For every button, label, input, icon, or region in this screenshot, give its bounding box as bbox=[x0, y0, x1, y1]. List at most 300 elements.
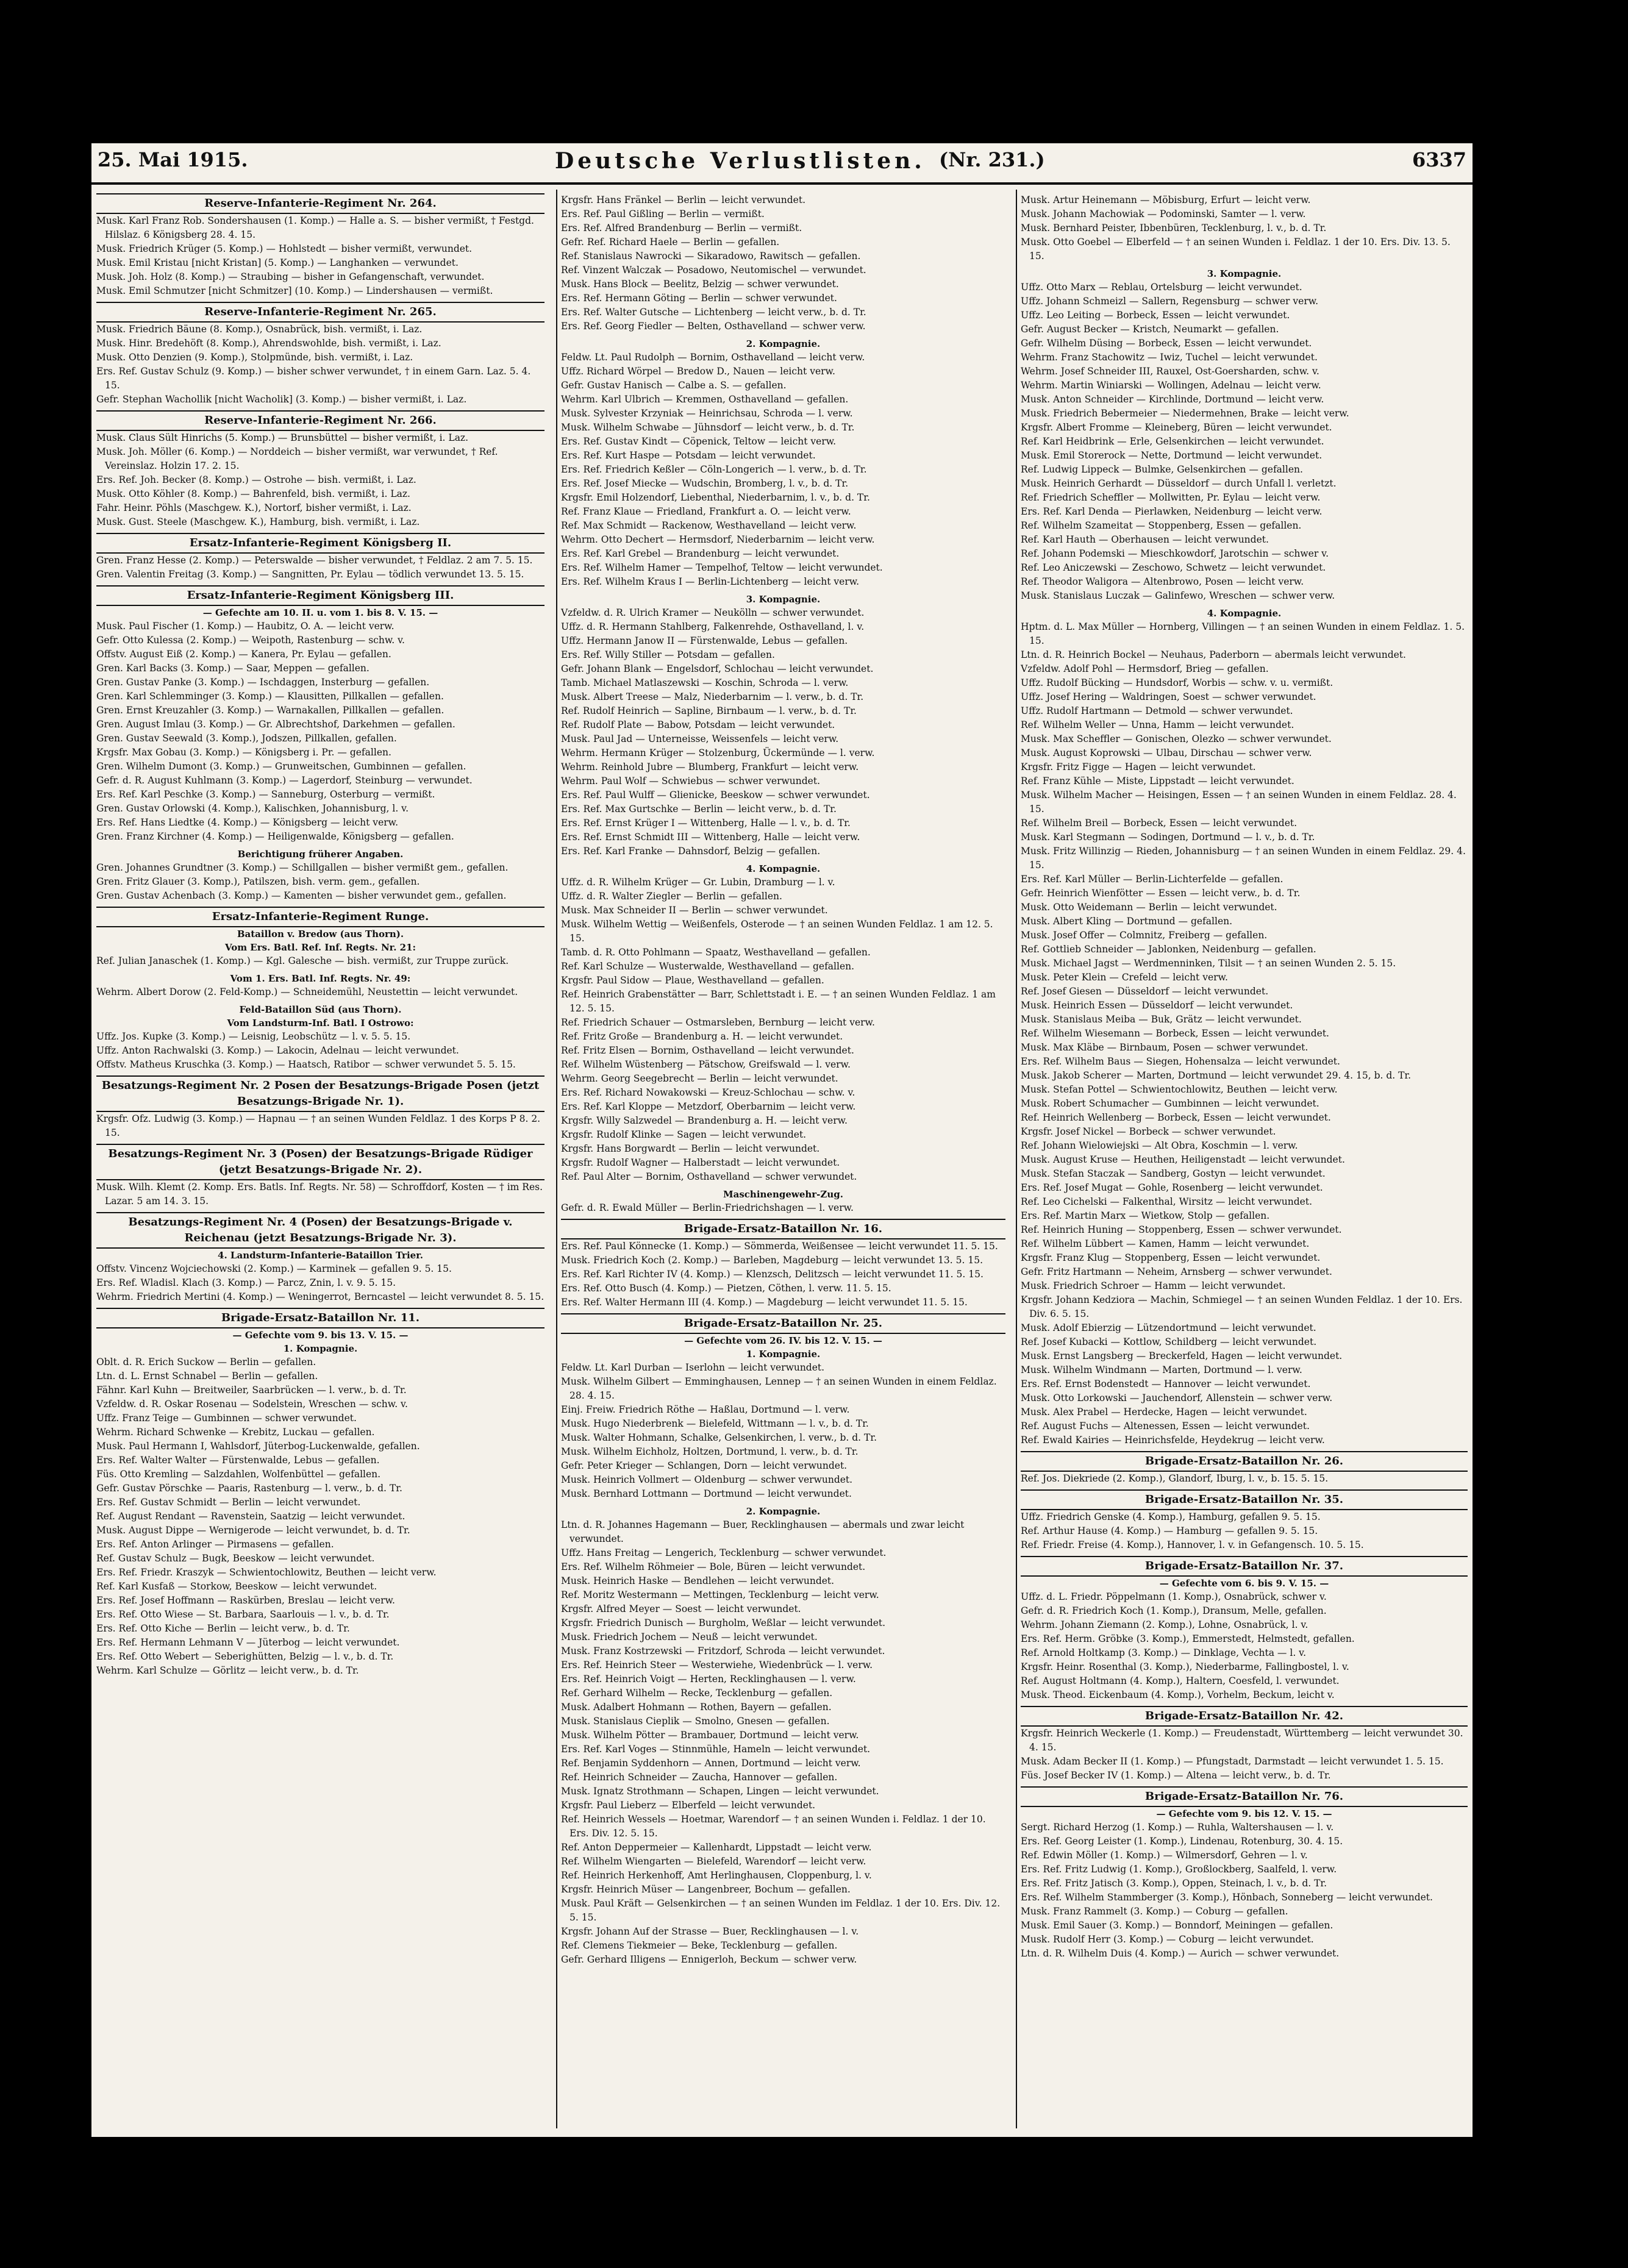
casualty-entry: Gefr. Wilhelm Düsing — Borbeck, Essen — leicht verwundet. bbox=[1021, 338, 1312, 349]
casualty-entry: Musk. Franz Kostrzewski — Fritzdorf, Schroda — leicht verwundet. bbox=[561, 1646, 885, 1656]
casualty-entry: Ref. Heinrich Wessels — Hoetmar, Warendorf — † an seinen Wunden i. Feldlaz. 1 der 10. Ers. Div. 12. 5. 15. bbox=[561, 1814, 986, 1839]
casualty-entry: Musk. Stanislaus Luczak — Galinfewo, Wreschen — schwer verw. bbox=[1021, 590, 1335, 601]
casualty-entry: Ref. Karl Schulze — Wusterwalde, Westhavelland — gefallen. bbox=[561, 961, 855, 972]
section-subtitle: Feld-Bataillon Süd (aus Thorn). bbox=[239, 1004, 402, 1015]
casualty-entry: Ref. Stanislaus Nawrocki — Sikaradowo, Rawitsch — gefallen. bbox=[561, 251, 861, 262]
casualty-entry: Vzfeldw. d. R. Oskar Rosenau — Sodelstein, Wreschen — schw. v. bbox=[96, 1399, 408, 1410]
casualty-entry: Ers. Ref. Anton Arlinger — Pirmasens — gefallen. bbox=[96, 1539, 334, 1550]
section-subtitle: 2. Kompagnie. bbox=[746, 1506, 821, 1517]
casualty-entry: Musk. Karl Stegmann — Sodingen, Dortmund — l. v., b. d. Tr. bbox=[1021, 832, 1315, 843]
casualty-entry: Wehrm. Otto Dechert — Hermsdorf, Niederbarnim — leicht verw. bbox=[561, 534, 875, 545]
casualty-entry: Krgsfr. Friedrich Dunisch — Burgholm, Weßlar — leicht verwundet. bbox=[561, 1617, 886, 1628]
section-title: Besatzungs-Regiment Nr. 3 (Posen) der Besatzungs-Brigade Rüdiger (jetzt Besatzungs-Brigade Nr. 2). bbox=[96, 1144, 544, 1180]
section-subtitle: — Gefechte am 10. II. u. vom 1. bis 8. V. 15. — bbox=[202, 607, 438, 618]
section-subtitle: Vom 1. Ers. Batl. Inf. Regts. Nr. 49: bbox=[230, 973, 411, 984]
casualty-entry: Uffz. Otto Marx — Reblau, Ortelsburg — leicht verwundet. bbox=[1021, 282, 1302, 293]
casualty-entry: Musk. Alex Prabel — Herdecke, Hagen — leicht verwundet. bbox=[1021, 1407, 1307, 1417]
casualty-entry: Musk. August Dippe — Wernigerode — leicht verwundet, b. d. Tr. bbox=[96, 1525, 410, 1536]
casualty-entry: Uffz. Richard Wörpel — Bredow D., Nauen — leicht verw. bbox=[561, 366, 835, 377]
casualty-entry: Musk. Friedrich Jochem — Neuß — leicht verwundet. bbox=[561, 1631, 818, 1642]
casualty-entry: Ref. Jos. Diekriede (2. Komp.), Glandorf, Iburg, l. v., b. 15. 5. 15. bbox=[1021, 1473, 1329, 1484]
casualty-entry: Ers. Ref. Alfred Brandenburg — Berlin — vermißt. bbox=[561, 223, 802, 234]
casualty-entry: Musk. Albert Kling — Dortmund — gefallen. bbox=[1021, 916, 1233, 927]
casualty-entry: Ref. Heinrich Wellenberg — Borbeck, Essen — leicht verwundet. bbox=[1021, 1112, 1331, 1123]
casualty-entry: Ers. Ref. Georg Fiedler — Belten, Osthavelland — schwer verw. bbox=[561, 321, 866, 332]
casualty-entry: Ref. Friedrich Scheffler — Mollwitten, Pr. Eylau — leicht verw. bbox=[1021, 492, 1321, 503]
section-subtitle: — Gefechte vom 9. bis 13. V. 15. — bbox=[232, 1330, 409, 1341]
casualty-entry: Musk. Bernhard Lottmann — Dortmund — leicht verwundet. bbox=[561, 1488, 852, 1499]
casualty-entry: Ers. Ref. Richard Nowakowski — Kreuz-Schlochau — schw. v. bbox=[561, 1087, 855, 1098]
casualty-entry: Ers. Ref. Heinrich Steer — Westerwiehe, Wiedenbrück — l. verw. bbox=[561, 1660, 873, 1671]
section-title: Brigade-Ersatz-Bataillon Nr. 76. bbox=[1021, 1786, 1468, 1807]
section-subtitle: Bataillon v. Bredow (aus Thorn). bbox=[237, 929, 404, 940]
casualty-entry: Gefr. August Becker — Kristch, Neumarkt — gefallen. bbox=[1021, 324, 1279, 335]
casualty-entry: Ref. Rudolf Heinrich — Sapline, Birnbaum — l. verw., b. d. Tr. bbox=[561, 705, 857, 716]
casualty-entry: Ref. Vinzent Walczak — Posadowo, Neutomischel — verwundet. bbox=[561, 265, 866, 276]
casualty-entry: Gefr. Gustav Pörschke — Paaris, Rastenburg — l. verw., b. d. Tr. bbox=[96, 1483, 402, 1494]
casualty-entry: Wehrm. Franz Stachowitz — Iwiz, Tuchel — leicht verwundet. bbox=[1021, 352, 1318, 363]
page-header bbox=[91, 143, 1473, 185]
casualty-entry: Musk. Max Scheffler — Gonischen, Olezko — schwer verwundet. bbox=[1021, 733, 1332, 744]
casualty-section bbox=[561, 1188, 1005, 1215]
casualty-entry: Krgsfr. Hans Fränkel — Berlin — leicht verwundet. bbox=[561, 194, 806, 205]
casualty-entry: Ers. Ref. Paul Gißling — Berlin — vermißt. bbox=[561, 209, 765, 219]
casualty-entry: Ers. Ref. Karl Voges — Stinnmühle, Hameln — leicht verwundet. bbox=[561, 1744, 871, 1755]
section-subtitle: 4. Kompagnie. bbox=[746, 863, 821, 874]
casualty-entry: Vzfeldw. Adolf Pohl — Hermsdorf, Brieg — gefallen. bbox=[1021, 663, 1269, 674]
casualty-entry: Ref. Heinrich Grabenstätter — Barr, Schlettstadt i. E. — † an seinen Wunden Feldlaz. 1 am 12. 5. 15. bbox=[561, 989, 996, 1014]
casualty-entry: Uffz. Rudolf Hartmann — Detmold — schwer verwundet. bbox=[1021, 705, 1293, 716]
casualty-entry: Ref. August Holtmann (4. Komp.), Haltern, Coesfeld, l. verwundet. bbox=[1021, 1675, 1340, 1686]
casualty-entry: Uffz. Anton Rachwalski (3. Komp.) — Lakocin, Adelnau — leicht verwundet. bbox=[96, 1045, 459, 1056]
casualty-entry: Ltn. d. R. Wilhelm Duis (4. Komp.) — Aurich — schwer verwundet. bbox=[1021, 1948, 1340, 1959]
casualty-entry: Musk. Theod. Eickenbaum (4. Komp.), Vorhelm, Beckum, leicht v. bbox=[1021, 1689, 1335, 1700]
section-subtitle: Berichtigung früherer Angaben. bbox=[237, 849, 404, 860]
casualty-entry: Musk. Stefan Pottel — Schwientochlowitz, Beuthen — leicht verw. bbox=[1021, 1084, 1338, 1095]
casualty-entry: Wehrm. Josef Schneider III, Rauxel, Ost-Goersharden, schw. v. bbox=[1021, 366, 1319, 377]
casualty-entry: Ltn. d. R. Heinrich Bockel — Neuhaus, Paderborn — abermals leicht verwundet. bbox=[1021, 649, 1406, 660]
casualty-entry: Ers. Ref. Karl Peschke (3. Komp.) — Sanneburg, Osterburg — vermißt. bbox=[96, 789, 435, 800]
casualty-entry: Uffz. Josef Hering — Waldringen, Soest — schwer verwundet. bbox=[1021, 691, 1316, 702]
casualty-section bbox=[96, 585, 544, 844]
casualty-entry: Ers. Ref. Georg Leister (1. Komp.), Lindenau, Rotenburg, 30. 4. 15. bbox=[1021, 1836, 1343, 1847]
casualty-entry: Krgsfr. Johann Kedziora — Machin, Schmiegel — † an seinen Wunden Feldlaz. 1 der 10. Ers. Div. 6. 5. 15. bbox=[1021, 1294, 1463, 1319]
casualty-entry: Gren. Gustav Achenbach (3. Komp.) — Kamenten — bisher verwundet gem., gefallen. bbox=[96, 890, 507, 901]
casualty-entry: Musk. Otto Goebel — Elberfeld — † an seinen Wunden i. Feldlaz. 1 der 10. Ers. Div. 13. 5. 15. bbox=[1021, 237, 1451, 262]
casualty-entry: Musk. Robert Schumacher — Gumbinnen — leicht verwundet. bbox=[1021, 1098, 1319, 1109]
casualty-entry: Musk. Paul Jad — Unterneisse, Weissenfels — leicht verw. bbox=[561, 733, 839, 744]
casualty-entry: Musk. Wilhelm Windmann — Marten, Dortmund — l. verw. bbox=[1021, 1364, 1302, 1375]
casualty-entry: Ers. Ref. Gustav Schulz (9. Komp.) — bisher schwer verwundet, † in einem Garn. Laz. 5. 4. 15. bbox=[96, 366, 531, 391]
casualty-entry: Musk. Friedrich Schroer — Hamm — leicht verwundet. bbox=[1021, 1280, 1286, 1291]
casualty-entry: Gren. August Imlau (3. Komp.) — Gr. Albrechtshof, Darkehmen — gefallen. bbox=[96, 719, 455, 730]
casualty-section bbox=[96, 1075, 544, 1140]
casualty-entry: Wehrm. Hermann Krüger — Stolzenburg, Ückermünde — l. verw. bbox=[561, 747, 875, 758]
section-title: Reserve-Infanterie-Regiment Nr. 266. bbox=[96, 410, 544, 431]
casualty-entry: Ers. Ref. Fritz Jatisch (3. Komp.), Oppen, Steinach, l. v., b. d. Tr. bbox=[1021, 1878, 1327, 1889]
section-subtitle: — Gefechte vom 6. bis 9. V. 15. — bbox=[1159, 1578, 1329, 1589]
section-subtitle: 1. Kompagnie. bbox=[746, 1349, 821, 1360]
casualty-entry: Ers. Ref. Karl Müller — Berlin-Lichterfelde — gefallen. bbox=[1021, 874, 1283, 885]
casualty-entry: Krgsfr. Franz Klug — Stoppenberg, Essen — leicht verwundet. bbox=[1021, 1252, 1321, 1263]
casualty-entry: Musk. Heinrich Gerhardt — Düsseldorf — durch Unfall l. verletzt. bbox=[1021, 478, 1337, 489]
casualty-entry: Ers. Ref. Karl Franke — Dahnsdorf, Belzig — gefallen. bbox=[561, 846, 821, 857]
casualty-entry: Wehrm. Georg Seegebrecht — Berlin — leicht verwundet. bbox=[561, 1073, 838, 1084]
casualty-entry: Ers. Ref. Gustav Kindt — Cöpenick, Teltow — leicht verw. bbox=[561, 436, 837, 447]
casualty-entry: Musk. Joh. Holz (8. Komp.) — Straubing — bisher in Gefangenschaft, verwundet. bbox=[96, 271, 485, 282]
casualty-entry: Ref. Josef Giesen — Düsseldorf — leicht verwundet. bbox=[1021, 986, 1269, 997]
casualty-entry: Ref. Heinrich Schneider — Zaucha, Hannover — gefallen. bbox=[561, 1772, 838, 1783]
casualty-entry: Ers. Ref. Heinrich Voigt — Herten, Recklinghausen — l. verw. bbox=[561, 1674, 856, 1685]
casualty-entry: Oblt. d. R. Erich Suckow — Berlin — gefallen. bbox=[96, 1357, 316, 1368]
section-title: Besatzungs-Regiment Nr. 2 Posen der Besatzungs-Brigade Posen (jetzt Besatzungs-Brigade Nr. 1). bbox=[96, 1075, 544, 1112]
casualty-entry: Ref. Benjamin Syddenhorn — Annen, Dortmund — leicht verw. bbox=[561, 1758, 861, 1769]
casualty-entry: Gren. Karl Schlemminger (3. Komp.) — Klausitten, Pillkallen — gefallen. bbox=[96, 691, 444, 702]
casualty-entry: Musk. Emil Sauer (3. Komp.) — Bonndorf, Meiningen — gefallen. bbox=[1021, 1920, 1333, 1931]
casualty-entry: Ers. Ref. Friedr. Kraszyk — Schwientochlowitz, Beuthen — leicht verw. bbox=[96, 1567, 437, 1578]
casualty-entry: Vzfeldw. d. R. Ulrich Kramer — Neukölln — schwer verwundet. bbox=[561, 607, 865, 618]
page-number: 6337 bbox=[1412, 148, 1466, 171]
casualty-entry: Ers. Ref. Karl Denda — Pierlawken, Neidenburg — leicht verw. bbox=[1021, 506, 1323, 517]
casualty-entry: Krgsfr. Heinrich Müser — Langenbreer, Bochum — gefallen. bbox=[561, 1884, 851, 1895]
casualty-entry: Musk. Max Kläbe — Birnbaum, Posen — schwer verwundet. bbox=[1021, 1042, 1308, 1053]
casualty-entry: Ers. Ref. Ernst Krüger I — Wittenberg, Halle — l. v., b. d. Tr. bbox=[561, 818, 851, 829]
casualty-entry: Ers. Ref. Karl Grebel — Brandenburg — leicht verwundet. bbox=[561, 548, 840, 559]
casualty-section bbox=[561, 1219, 1005, 1310]
casualty-entry: Gren. Valentin Freitag (3. Komp.) — Sangnitten, Pr. Eylau — tödlich verwundet 13. 5. 15. bbox=[96, 569, 524, 580]
casualty-entry: Musk. Hans Block — Beelitz, Belzig — schwer verwundet. bbox=[561, 279, 839, 290]
section-subtitle: 3. Kompagnie. bbox=[746, 594, 821, 605]
casualty-entry: Krgsfr. Heinrich Weckerle (1. Komp.) — Freudenstadt, Württemberg — leicht verwundet 30. 4. 15. bbox=[1021, 1728, 1463, 1753]
casualty-entry: Einj. Freiw. Friedrich Röthe — Haßlau, Dortmund — l. verw. bbox=[561, 1404, 850, 1415]
casualty-entry: Krgsfr. Johann Auf der Strasse — Buer, Recklinghausen — l. v. bbox=[561, 1926, 859, 1937]
casualty-entry: Krgsfr. Rudolf Klinke — Sagen — leicht verwundet. bbox=[561, 1129, 807, 1140]
casualty-entry: Ref. Edwin Möller (1. Komp.) — Wilmersdorf, Gehren — l. v. bbox=[1021, 1850, 1308, 1861]
casualty-entry: Ers. Ref. Otto Webert — Seberighütten, Belzig — l. v., b. d. Tr. bbox=[96, 1651, 394, 1662]
casualty-entry: Musk. Claus Sült Hinrichs (5. Komp.) — Brunsbüttel — bisher vermißt, i. Laz. bbox=[96, 432, 469, 443]
casualty-entry: Ers. Ref. Paul Wulff — Glienicke, Beeskow — schwer verwundet. bbox=[561, 790, 870, 801]
casualty-entry: Gefr. Johann Blank — Engelsdorf, Schlochau — leicht verwundet. bbox=[561, 663, 874, 674]
casualty-section bbox=[1021, 267, 1468, 603]
casualty-section bbox=[1021, 1556, 1468, 1702]
casualty-entry: Musk. Wilhelm Wettig — Weißenfels, Osterode — † an seinen Wunden Feldlaz. 1 am 12. 5. 15. bbox=[561, 919, 993, 944]
casualty-entry: Musk. Anton Schneider — Kirchlinde, Dortmund — leicht verw. bbox=[1021, 394, 1324, 405]
casualty-entry: Ers. Ref. Wilhelm Baus — Siegen, Hohensalza — leicht verwundet. bbox=[1021, 1056, 1340, 1067]
casualty-entry: Ers. Ref. Walter Walter — Fürstenwalde, Lebus — gefallen. bbox=[96, 1455, 380, 1466]
casualty-entry: Ref. Franz Kühle — Miste, Lippstadt — leicht verwundet. bbox=[1021, 776, 1294, 786]
section-title: Ersatz-Infanterie-Regiment Königsberg II. bbox=[96, 533, 544, 554]
casualty-entry: Musk. Wilhelm Gilbert — Emminghausen, Lennep — † an seinen Wunden in einem Feldlaz. 28. 4. 15. bbox=[561, 1376, 997, 1401]
casualty-entry: Musk. Jakob Scherer — Marten, Dortmund — leicht verwundet 29. 4. 15, b. d. Tr. bbox=[1021, 1070, 1412, 1081]
casualty-entry: Ref. Rudolf Plate — Babow, Potsdam — leicht verwundet. bbox=[561, 719, 835, 730]
casualty-entry: Musk. Wilhelm Pötter — Brambauer, Dortmund — leicht verw. bbox=[561, 1730, 859, 1741]
section-subtitle: 4. Landsturm-Infanterie-Bataillon Trier. bbox=[218, 1250, 423, 1261]
casualty-entry: Musk. Friedrich Krüger (5. Komp.) — Hohlstedt — bisher vermißt, verwundet. bbox=[96, 243, 473, 254]
section-subtitle: Vom Landsturm-Inf. Batl. I Ostrowo: bbox=[227, 1018, 414, 1029]
casualty-entry: Uffz. Johann Schmeizl — Sallern, Regensburg — schwer verw. bbox=[1021, 296, 1319, 307]
casualty-entry: Uffz. d. L. Friedr. Pöppelmann (1. Komp.), Osnabrück, schwer v. bbox=[1021, 1591, 1327, 1602]
casualty-entry: Musk. Friedrich Bäune (8. Komp.), Osnabrück, bish. vermißt, i. Laz. bbox=[96, 324, 423, 335]
section-title: Brigade-Ersatz-Bataillon Nr. 16. bbox=[561, 1219, 1005, 1239]
casualty-entry: Ref. Wilhelm Lübbert — Kamen, Hamm — leicht verwundet. bbox=[1021, 1238, 1310, 1249]
casualty-entry: Musk. August Kruse — Heuthen, Heiligenstadt — leicht verwundet. bbox=[1021, 1154, 1345, 1165]
casualty-section bbox=[96, 847, 544, 903]
casualty-entry: Wehrm. Johann Ziemann (2. Komp.), Lohne, Osnabrück, l. v. bbox=[1021, 1619, 1308, 1630]
casualty-entry: Wehrm. Karl Schulze — Görlitz — leicht verw., b. d. Tr. bbox=[96, 1665, 359, 1676]
casualty-entry: Ers. Ref. Karl Kloppe — Metzdorf, Oberbarnim — leicht verw. bbox=[561, 1101, 856, 1112]
casualty-entry: Musk. Hugo Niederbrenk — Bielefeld, Wittmann — l. v., b. d. Tr. bbox=[561, 1418, 869, 1429]
casualty-entry: Ref. Johann Wielowiejski — Alt Obra, Koschmin — l. verw. bbox=[1021, 1140, 1298, 1151]
casualty-entry: Ers. Ref. Otto Wiese — St. Barbara, Saarlouis — l. v., b. d. Tr. bbox=[96, 1609, 390, 1620]
casualty-entry: Wehrm. Richard Schwenke — Krebitz, Luckau — gefallen. bbox=[96, 1427, 375, 1438]
section-subtitle: — Gefechte vom 26. IV. bis 12. V. 15. — bbox=[684, 1335, 882, 1346]
casualty-entry: Gefr. Peter Krieger — Schlangen, Dorn — leicht verwundet. bbox=[561, 1460, 848, 1471]
section-title: Brigade-Ersatz-Bataillon Nr. 42. bbox=[1021, 1706, 1468, 1727]
casualty-section bbox=[1021, 1451, 1468, 1486]
casualty-entry: Ers. Ref. Wilhelm Röhmeier — Bole, Büren — leicht verwundet. bbox=[561, 1561, 866, 1572]
casualty-entry: Ref. Leo Aniczewski — Zeschowo, Schwetz — leicht verwundet. bbox=[1021, 562, 1326, 573]
casualty-entry: Gren. Gustav Orlowski (4. Komp.), Kalischken, Johannisburg, l. v. bbox=[96, 803, 409, 814]
casualty-entry: Ref. Arnold Holtkamp (3. Komp.) — Dinklage, Vechta — l. v. bbox=[1021, 1647, 1307, 1658]
casualty-entry: Musk. Paul Fischer (1. Komp.) — Haubitz, O. A. — leicht verw. bbox=[96, 621, 395, 632]
issue-date: 25. Mai 1915. bbox=[98, 148, 248, 171]
casualty-section bbox=[96, 193, 544, 298]
section-subtitle: 2. Kompagnie. bbox=[746, 338, 821, 349]
section-subtitle: — Gefechte vom 9. bis 12. V. 15. — bbox=[1156, 1808, 1332, 1819]
casualty-entry: Musk. Adam Becker II (1. Komp.) — Pfungstadt, Darmstadt — leicht verwundet 1. 5. 15. bbox=[1021, 1756, 1444, 1767]
casualty-entry: Musk. Walter Hohmann, Schalke, Gelsenkirchen, l. verw., b. d. Tr. bbox=[561, 1432, 877, 1443]
casualty-entry: Musk. Joh. Möller (6. Komp.) — Norddeich — bisher vermißt, war verwundet, † Ref. Vereinslaz. Holzin 17. 2. 15. bbox=[96, 446, 498, 471]
casualty-entry: Gren. Fritz Glauer (3. Komp.), Patilszen, bish. verm. gem., gefallen. bbox=[96, 876, 420, 887]
casualty-entry: Krgsfr. Max Gobau (3. Komp.) — Königsberg i. Pr. — gefallen. bbox=[96, 747, 391, 758]
casualty-entry: Krgsfr. Alfred Meyer — Soest — leicht verwundet. bbox=[561, 1603, 801, 1614]
casualty-entry: Musk. Paul Hermann I, Wahlsdorf, Jüterbog-Luckenwalde, gefallen. bbox=[96, 1441, 420, 1452]
section-title: Ersatz-Infanterie-Regiment Königsberg III. bbox=[96, 585, 544, 606]
casualty-entry: Musk. August Koprowski — Ulbau, Dirschau — schwer verw. bbox=[1021, 747, 1312, 758]
casualty-entry: Krgsfr. Rudolf Wagner — Halberstadt — leicht verwundet. bbox=[561, 1157, 840, 1168]
casualty-entry: Musk. Heinrich Haske — Bendlehen — leicht verwundet. bbox=[561, 1575, 835, 1586]
casualty-entry: Musk. Emil Storerock — Nette, Dortmund — leicht verwundet. bbox=[1021, 450, 1323, 461]
casualty-entry: Musk. Heinrich Essen — Düsseldorf — leicht verwundet. bbox=[1021, 1000, 1293, 1011]
casualty-entry: Ers. Ref. Josef Hoffmann — Raskürben, Breslau — leicht verw. bbox=[96, 1595, 395, 1606]
casualty-entry: Offstv. Vincenz Wojciechowski (2. Komp.) — Karminek — gefallen 9. 5. 15. bbox=[96, 1263, 452, 1274]
casualty-entry: Ref. Friedrich Schauer — Ostmarsleben, Bernburg — leicht verw. bbox=[561, 1017, 875, 1028]
section-title: Brigade-Ersatz-Bataillon Nr. 37. bbox=[1021, 1556, 1468, 1577]
casualty-entry: Krgsfr. Josef Nickel — Borbeck — schwer verwundet. bbox=[1021, 1126, 1276, 1137]
casualty-entry: Gren. Ernst Kreuzahler (3. Komp.) — Warnakallen, Pillkallen — gefallen. bbox=[96, 705, 444, 716]
casualty-entry: Offstv. Matheus Kruschka (3. Komp.) — Haatsch, Ratibor — schwer verwundet 5. 5. 15. bbox=[96, 1059, 516, 1070]
casualty-entry: Gren. Franz Hesse (2. Komp.) — Peterswalde — bisher verwundet, † Feldlaz. 2 am 7. 5. 15. bbox=[96, 555, 533, 566]
section-title: Brigade-Ersatz-Bataillon Nr. 35. bbox=[1021, 1489, 1468, 1510]
casualty-entry: Krgsfr. Ofz. Ludwig (3. Komp.) — Hapnau — † an seinen Wunden Feldlaz. 1 des Korps P 8. 2. 15. bbox=[96, 1113, 541, 1138]
publication-title: Deutsche Verlustlisten. bbox=[555, 148, 926, 174]
casualty-entry: Wehrm. Karl Ulbrich — Kremmen, Osthavelland — gefallen. bbox=[561, 394, 849, 405]
casualty-entry: Ref. Wilhelm Wiesemann — Borbeck, Essen — leicht verwundet. bbox=[1021, 1028, 1329, 1039]
casualty-entry: Ref. Fritz Elsen — Bornim, Osthavelland — leicht verwundet. bbox=[561, 1045, 854, 1056]
casualty-entry: Musk. Ignatz Strothmann — Schapen, Lingen — leicht verwundet. bbox=[561, 1786, 879, 1797]
casualty-entry: Ref. Ludwig Lippeck — Bulmke, Gelsenkirchen — gefallen. bbox=[1021, 464, 1303, 475]
casualty-entry: Musk. Friedrich Bebermeier — Niedermehnen, Brake — leicht verw. bbox=[1021, 408, 1349, 419]
casualty-entry: Ers. Ref. Joh. Becker (8. Komp.) — Ostrohe — bish. vermißt, i. Laz. bbox=[96, 474, 416, 485]
casualty-entry: Ers. Ref. Wilhelm Kraus I — Berlin-Lichtenberg — leicht verw. bbox=[561, 576, 860, 587]
casualty-entry: Uffz. d. R. Hermann Stahlberg, Falkenrehde, Osthavelland, l. v. bbox=[561, 621, 865, 632]
casualty-entry: Ref. Ewald Kairies — Heinrichsfelde, Heydekrug — leicht verw. bbox=[1021, 1435, 1325, 1446]
casualty-entry: Uffz. Hermann Janow II — Fürstenwalde, Lebus — gefallen. bbox=[561, 635, 848, 646]
casualty-entry: Ers. Ref. Fritz Ludwig (1. Komp.), Großlockberg, Saalfeld, l. verw. bbox=[1021, 1864, 1337, 1875]
casualty-entry: Musk. Otto Denzien (9. Komp.), Stolpmünde, bish. vermißt, i. Laz. bbox=[96, 352, 413, 363]
casualty-section bbox=[561, 193, 1005, 333]
casualty-entry: Musk. Artur Heinemann — Möbisburg, Erfurt — leicht verw. bbox=[1021, 194, 1311, 205]
casualty-entry: Ref. Moritz Westermann — Mettingen, Tecklenburg — leicht verw. bbox=[561, 1589, 879, 1600]
casualty-entry: Ltn. d. R. Johannes Hagemann — Buer, Recklinghausen — abermals und zwar leicht verwundet. bbox=[561, 1519, 965, 1544]
casualty-entry: Musk. Paul Kräft — Gelsenkirchen — † an seinen Wunden im Feldlaz. 1 der 10. Ers. Div. 12. 5. 15. bbox=[561, 1898, 1001, 1923]
casualty-entry: Ref. Wilhelm Wiengarten — Bielefeld, Warendorf — leicht verw. bbox=[561, 1856, 866, 1867]
casualty-entry: Hptm. d. L. Max Müller — Hornberg, Villingen — † an seinen Wunden in einem Feldlaz. 1. 5. 15. bbox=[1021, 621, 1465, 646]
casualty-section bbox=[561, 593, 1005, 858]
casualty-entry: Musk. Wilhelm Schwabe — Jühnsdorf — leicht verw., b. d. Tr. bbox=[561, 422, 855, 433]
casualty-entry: Ers. Ref. Walter Gutsche — Lichtenberg — leicht verw., b. d. Tr. bbox=[561, 307, 866, 318]
casualty-entry: Musk. Adolf Ebierzig — Lützendortmund — leicht verwundet. bbox=[1021, 1322, 1316, 1333]
casualty-entry: Ers. Ref. Wladisl. Klach (3. Komp.) — Parcz, Znin, l. v. 9. 5. 15. bbox=[96, 1277, 396, 1288]
casualty-entry: Tamb. Michael Matlaszewski — Koschin, Schroda — l. verw. bbox=[561, 677, 849, 688]
casualty-entry: Sergt. Richard Herzog (1. Komp.) — Ruhla, Waltershausen — l. v. bbox=[1021, 1822, 1334, 1833]
casualty-entry: Ers. Ref. Willy Stiller — Potsdam — gefallen. bbox=[561, 649, 775, 660]
casualty-section bbox=[96, 907, 544, 968]
casualty-entry: Gren. Johannes Grundtner (3. Komp.) — Schillgallen — bisher vermißt gem., gefallen. bbox=[96, 862, 509, 873]
casualty-entry: Ers. Ref. Hermann Lehmann V — Jüterbog — leicht verwundet. bbox=[96, 1637, 400, 1648]
casualty-entry: Ref. Karl Kusfaß — Storkow, Beeskow — leicht verwundet. bbox=[96, 1581, 377, 1592]
casualty-entry: Uffz. Leo Leiting — Borbeck, Essen — leicht verwundet. bbox=[1021, 310, 1290, 321]
casualty-entry: Ref. Wilhelm Szameitat — Stoppenberg, Essen — gefallen. bbox=[1021, 520, 1302, 531]
column-1 bbox=[96, 190, 544, 2128]
casualty-entry: Gren. Gustav Panke (3. Komp.) — Ischdaggen, Insterburg — gefallen. bbox=[96, 677, 430, 688]
casualty-entry: Musk. Adalbert Hohmann — Rothen, Bayern — gefallen. bbox=[561, 1702, 832, 1713]
casualty-entry: Musk. Stanislaus Cieplik — Smolno, Gnesen — gefallen. bbox=[561, 1716, 830, 1727]
section-subtitle: 3. Kompagnie. bbox=[1207, 268, 1282, 279]
casualty-entry: Gefr. Ref. Richard Haele — Berlin — gefallen. bbox=[561, 237, 780, 248]
casualty-entry: Krgsfr. Willy Salzwedel — Brandenburg a. H. — leicht verw. bbox=[561, 1115, 848, 1126]
section-title: Brigade-Ersatz-Bataillon Nr. 26. bbox=[1021, 1451, 1468, 1472]
casualty-entry: Musk. Otto Lorkowski — Jauchendorf, Allenstein — schwer verw. bbox=[1021, 1393, 1333, 1403]
casualty-section bbox=[96, 972, 544, 999]
casualty-entry: Ref. Leo Cichelski — Falkenthal, Wirsitz — leicht verwundet. bbox=[1021, 1196, 1313, 1207]
section-title: Brigade-Ersatz-Bataillon Nr. 25. bbox=[561, 1313, 1005, 1334]
casualty-entry: Ref. Karl Heidbrink — Erle, Gelsenkirchen — leicht verwundet. bbox=[1021, 436, 1324, 447]
casualty-entry: Gren. Franz Kirchner (4. Komp.) — Heiligenwalde, Königsberg — gefallen. bbox=[96, 831, 454, 842]
casualty-entry: Ref. Karl Hauth — Oberhausen — leicht verwundet. bbox=[1021, 534, 1269, 545]
casualty-entry: Ltn. d. L. Ernst Schnabel — Berlin — gefallen. bbox=[96, 1371, 318, 1382]
casualty-entry: Ers. Ref. Paul Könnecke (1. Komp.) — Sömmerda, Weißensee — leicht verwundet 11. 5. 15. bbox=[561, 1241, 998, 1252]
casualty-section bbox=[561, 1505, 1005, 1967]
column-3 bbox=[1016, 190, 1468, 2128]
casualty-entry: Gren. Karl Backs (3. Komp.) — Saar, Meppen — gefallen. bbox=[96, 663, 370, 674]
casualty-entry: Musk. Karl Franz Rob. Sondershausen (1. Komp.) — Halle a. S. — bisher vermißt, † Festgd. Hilslaz. 6 Königsberg 28. 4. 15. bbox=[96, 215, 534, 240]
section-subtitle: Vom Ers. Batl. Ref. Inf. Regts. Nr. 21: bbox=[224, 942, 416, 953]
casualty-entry: Ref. Theodor Waligora — Altenbrowo, Posen — leicht verw. bbox=[1021, 576, 1304, 587]
casualty-entry: Musk. Stanislaus Meiba — Buk, Grätz — leicht verwundet. bbox=[1021, 1014, 1302, 1025]
casualty-entry: Füs. Otto Kremling — Salzdahlen, Wolfenbüttel — gefallen. bbox=[96, 1469, 381, 1480]
casualty-entry: Ref. Fritz Große — Brandenburg a. H. — leicht verwundet. bbox=[561, 1031, 843, 1042]
casualty-entry: Ref. Max Schmidt — Rackenow, Westhavelland — leicht verw. bbox=[561, 520, 857, 531]
casualty-entry: Ers. Ref. Kurt Haspe — Potsdam — leicht verwundet. bbox=[561, 450, 816, 461]
casualty-entry: Uffz. Rudolf Bücking — Hundsdorf, Worbis — schw. v. u. vermißt. bbox=[1021, 677, 1333, 688]
casualty-section bbox=[1021, 1706, 1468, 1783]
casualty-section bbox=[96, 302, 544, 407]
casualty-entry: Wehrm. Reinhold Jubre — Blumberg, Frankfurt — leicht verw. bbox=[561, 761, 859, 772]
casualty-entry: Ref. Franz Klaue — Friedland, Frankfurt a. O. — leicht verw. bbox=[561, 506, 851, 517]
casualty-entry: Musk. Heinrich Vollmert — Oldenburg — schwer verwundet. bbox=[561, 1474, 853, 1485]
casualty-entry: Ref. Gerhard Wilhelm — Recke, Tecklenburg — gefallen. bbox=[561, 1688, 833, 1699]
casualty-entry: Ers. Ref. Otto Busch (4. Komp.) — Pietzen, Cöthen, l. verw. 11. 5. 15. bbox=[561, 1283, 891, 1294]
section-title: Reserve-Infanterie-Regiment Nr. 265. bbox=[96, 302, 544, 323]
casualty-section bbox=[1021, 1489, 1468, 1552]
casualty-section bbox=[96, 1308, 544, 1678]
casualty-entry: Ref. Paul Alter — Bornim, Osthavelland — schwer verwundet. bbox=[561, 1171, 857, 1182]
casualty-entry: Gefr. d. R. Ewald Müller — Berlin-Friedrichshagen — l. verw. bbox=[561, 1202, 854, 1213]
casualty-entry: Ref. Wilhelm Breil — Borbeck, Essen — leicht verwundet. bbox=[1021, 818, 1298, 829]
casualty-entry: Musk. Wilhelm Macher — Heisingen, Essen — † an seinen Wunden in einem Feldlaz. 28. 4. 15. bbox=[1021, 790, 1457, 815]
casualty-section bbox=[1021, 607, 1468, 1447]
casualty-entry: Ref. August Rendant — Ravenstein, Saatzig — leicht verwundet. bbox=[96, 1511, 405, 1522]
casualty-entry: Uffz. Jos. Kupke (3. Komp.) — Leisnig, Leobschütz — l. v. 5. 5. 15. bbox=[96, 1031, 411, 1042]
casualty-entry: Wehrm. Friedrich Mertini (4. Komp.) — Weningerrot, Berncastel — leicht verwundet 8. 5. 15. bbox=[96, 1291, 544, 1302]
section-title: Reserve-Infanterie-Regiment Nr. 264. bbox=[96, 193, 544, 214]
casualty-section bbox=[1021, 1786, 1468, 1961]
casualty-section bbox=[96, 1144, 544, 1208]
casualty-entry: Wehrm. Martin Winiarski — Wollingen, Adelnau — leicht verw. bbox=[1021, 380, 1321, 391]
casualty-entry: Krgsfr. Paul Lieberz — Elberfeld — leicht verwundet. bbox=[561, 1800, 816, 1811]
casualty-entry: Musk. Max Schneider II — Berlin — schwer verwundet. bbox=[561, 905, 828, 916]
casualty-entry: Ref. Anton Deppermeier — Kallenhardt, Lippstadt — leicht verw. bbox=[561, 1842, 872, 1853]
section-subtitle: Maschinengewehr-Zug. bbox=[723, 1189, 843, 1200]
casualty-section bbox=[561, 862, 1005, 1184]
casualty-section bbox=[96, 1212, 544, 1304]
casualty-entry: Krgsfr. Hans Borgwardt — Berlin — leicht verwundet. bbox=[561, 1143, 820, 1154]
casualty-entry: Uffz. Franz Teige — Gumbinnen — schwer verwundet. bbox=[96, 1413, 357, 1424]
casualty-entry: Wehrm. Albert Dorow (2. Feld-Komp.) — Schneidemühl, Neustettin — leicht verwundet. bbox=[96, 986, 518, 997]
casualty-entry: Musk. Josef Offer — Colmnitz, Freiberg — gefallen. bbox=[1021, 930, 1268, 941]
casualty-entry: Krgsfr. Heinr. Rosenthal (3. Komp.), Niederbarme, Fallingbostel, l. v. bbox=[1021, 1661, 1349, 1672]
casualty-entry: Musk. Johann Machowiak — Podominski, Samter — l. verw. bbox=[1021, 209, 1306, 219]
casualty-entry: Ers. Ref. Wilhelm Stammberger (3. Komp.), Hönbach, Sonneberg — leicht verwundet. bbox=[1021, 1892, 1433, 1903]
casualty-entry: Ref. Heinrich Herkenhoff, Amt Herlinghausen, Cloppenburg, l. v. bbox=[561, 1870, 872, 1881]
section-subtitle: 1. Kompagnie. bbox=[283, 1343, 358, 1354]
casualty-entry: Musk. Fritz Willinzig — Rieden, Johannisburg — † an seinen Wunden in einem Feldlaz. 29. 4. 15. bbox=[1021, 846, 1466, 871]
casualty-entry: Ref. Gustav Schulz — Bugk, Beeskow — leicht verwundet. bbox=[96, 1553, 375, 1564]
casualty-entry: Musk. Bernhard Peister, Ibbenbüren, Tecklenburg, l. v., b. d. Tr. bbox=[1021, 223, 1327, 234]
casualty-entry: Ers. Ref. Ernst Schmidt III — Wittenberg, Halle — leicht verw. bbox=[561, 832, 860, 843]
casualty-entry: Ref. Johann Podemski — Mieschkowdorf, Jarotschin — schwer v. bbox=[1021, 548, 1329, 559]
casualty-entry: Krgsfr. Albert Fromme — Kleineberg, Büren — leicht verwundet. bbox=[1021, 422, 1332, 433]
casualty-entry: Gren. Wilhelm Dumont (3. Komp.) — Grunweitschen, Gumbinnen — gefallen. bbox=[96, 761, 466, 772]
casualty-entry: Gefr. Otto Kulessa (2. Komp.) — Weipoth, Rastenburg — schw. v. bbox=[96, 635, 405, 646]
casualty-entry: Ers. Ref. Herm. Gröbke (3. Komp.), Emmerstedt, Helmstedt, gefallen. bbox=[1021, 1633, 1355, 1644]
casualty-entry: Tamb. d. R. Otto Pohlmann — Spaatz, Westhavelland — gefallen. bbox=[561, 947, 871, 958]
casualty-entry: Ers. Ref. Walter Hermann III (4. Komp.) — Magdeburg — leicht verwundet 11. 5. 15. bbox=[561, 1297, 968, 1308]
casualty-section bbox=[561, 1313, 1005, 1501]
casualty-entry: Ref. Clemens Tiekmeier — Beke, Tecklenburg — gefallen. bbox=[561, 1940, 838, 1951]
section-title: Brigade-Ersatz-Bataillon Nr. 11. bbox=[96, 1308, 544, 1328]
casualty-entry: Musk. Friedrich Koch (2. Komp.) — Barleben, Magdeburg — leicht verwundet 13. 5. 15. bbox=[561, 1255, 984, 1266]
casualty-entry: Ref. Julian Janaschek (1. Komp.) — Kgl. Galesche — bish. vermißt, zur Truppe zurück. bbox=[96, 955, 509, 966]
casualty-entry: Ers. Ref. Gustav Schmidt — Berlin — leicht verwundet. bbox=[96, 1497, 361, 1508]
casualty-entry: Gefr. Gerhard Illigens — Ennigerloh, Beckum — schwer verw. bbox=[561, 1954, 857, 1965]
casualty-entry: Ref. Arthur Hause (4. Komp.) — Hamburg — gefallen 9. 5. 15. bbox=[1021, 1525, 1318, 1536]
casualty-entry: Ref. Wilhelm Wüstenberg — Pätschow, Greifswald — l. verw. bbox=[561, 1059, 851, 1070]
casualty-entry: Musk. Michael Jagst — Werdmenninken, Tilsit — † an seinen Wunden 2. 5. 15. bbox=[1021, 958, 1396, 969]
casualty-entry: Musk. Otto Köhler (8. Komp.) — Bahrenfeld, bish. vermißt, i. Laz. bbox=[96, 488, 410, 499]
casualty-entry: Ers. Ref. Karl Richter IV (4. Komp.) — Klenzsch, Delitzsch — leicht verwundet 11. 5. 15. bbox=[561, 1269, 984, 1280]
